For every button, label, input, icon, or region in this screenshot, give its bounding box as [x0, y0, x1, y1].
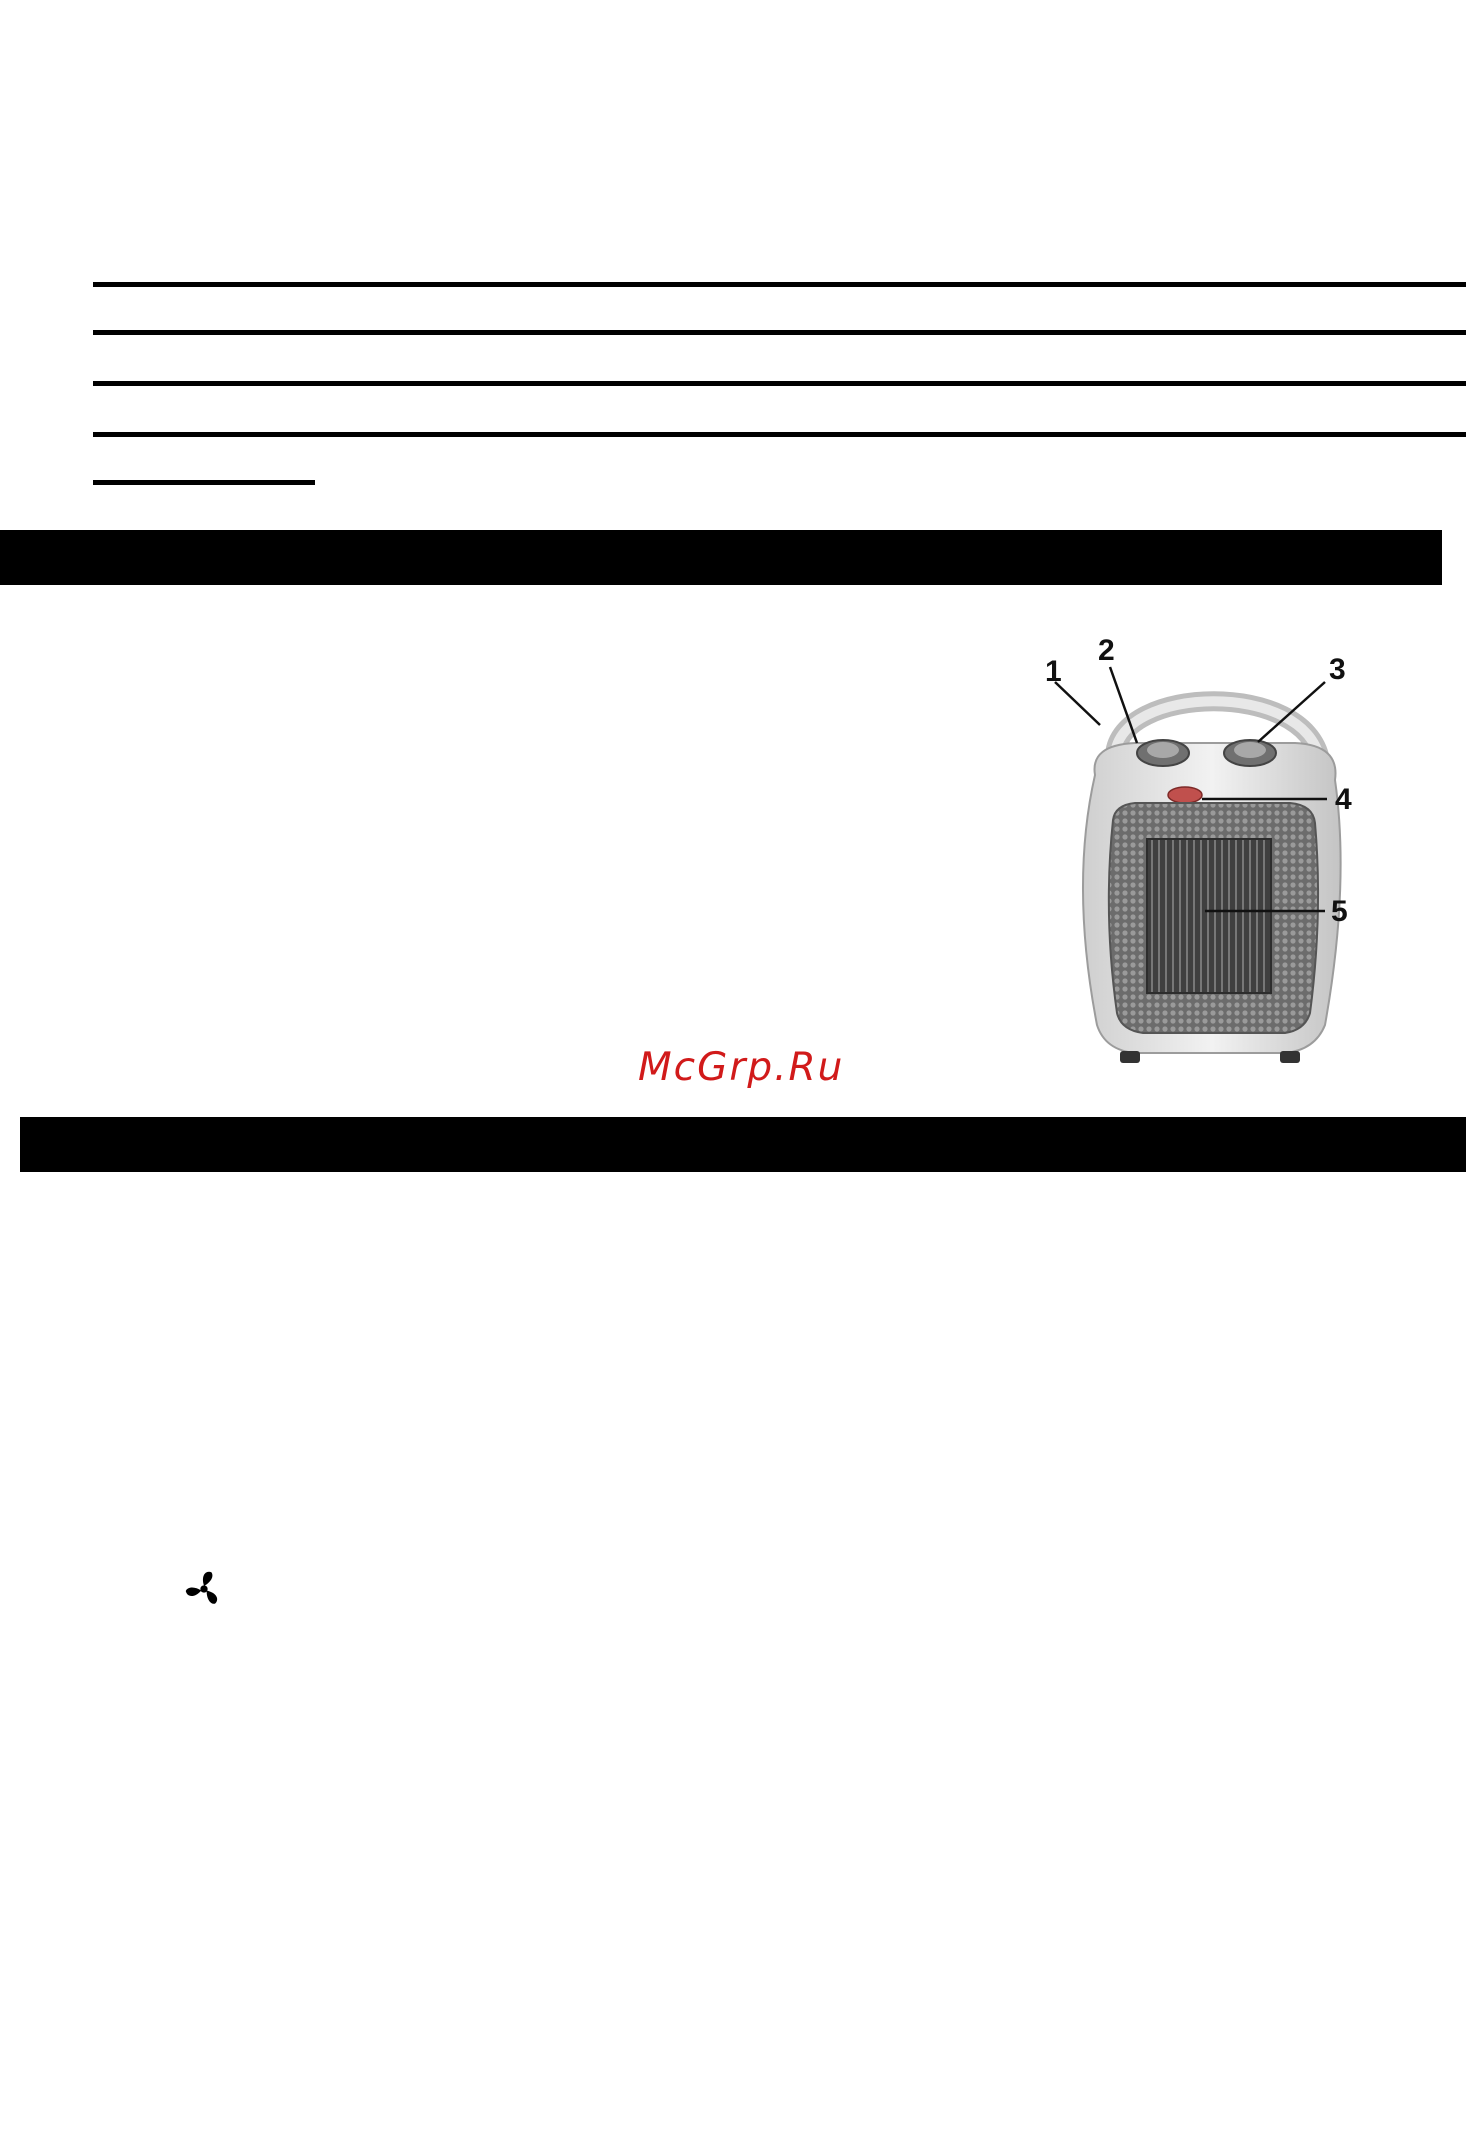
blank-line-3: [93, 381, 1466, 386]
section-header-bar-1: [0, 530, 1442, 585]
callout-2: 2: [1098, 634, 1115, 667]
callout-1: 1: [1045, 655, 1062, 688]
callout-5: 5: [1331, 895, 1348, 928]
blank-line-5: [93, 480, 315, 485]
heater-figure: [1025, 625, 1395, 1085]
blank-line-2: [93, 330, 1466, 335]
blank-line-4: [93, 432, 1466, 437]
callout-4: 4: [1335, 783, 1352, 816]
fan-icon: [183, 1568, 225, 1610]
callout-3: 3: [1329, 653, 1346, 686]
watermark: McGrp.Ru: [638, 1045, 845, 1090]
heater-illustration: [1025, 625, 1395, 1085]
blank-line-1: [93, 282, 1466, 287]
section-header-bar-2: [20, 1117, 1466, 1172]
